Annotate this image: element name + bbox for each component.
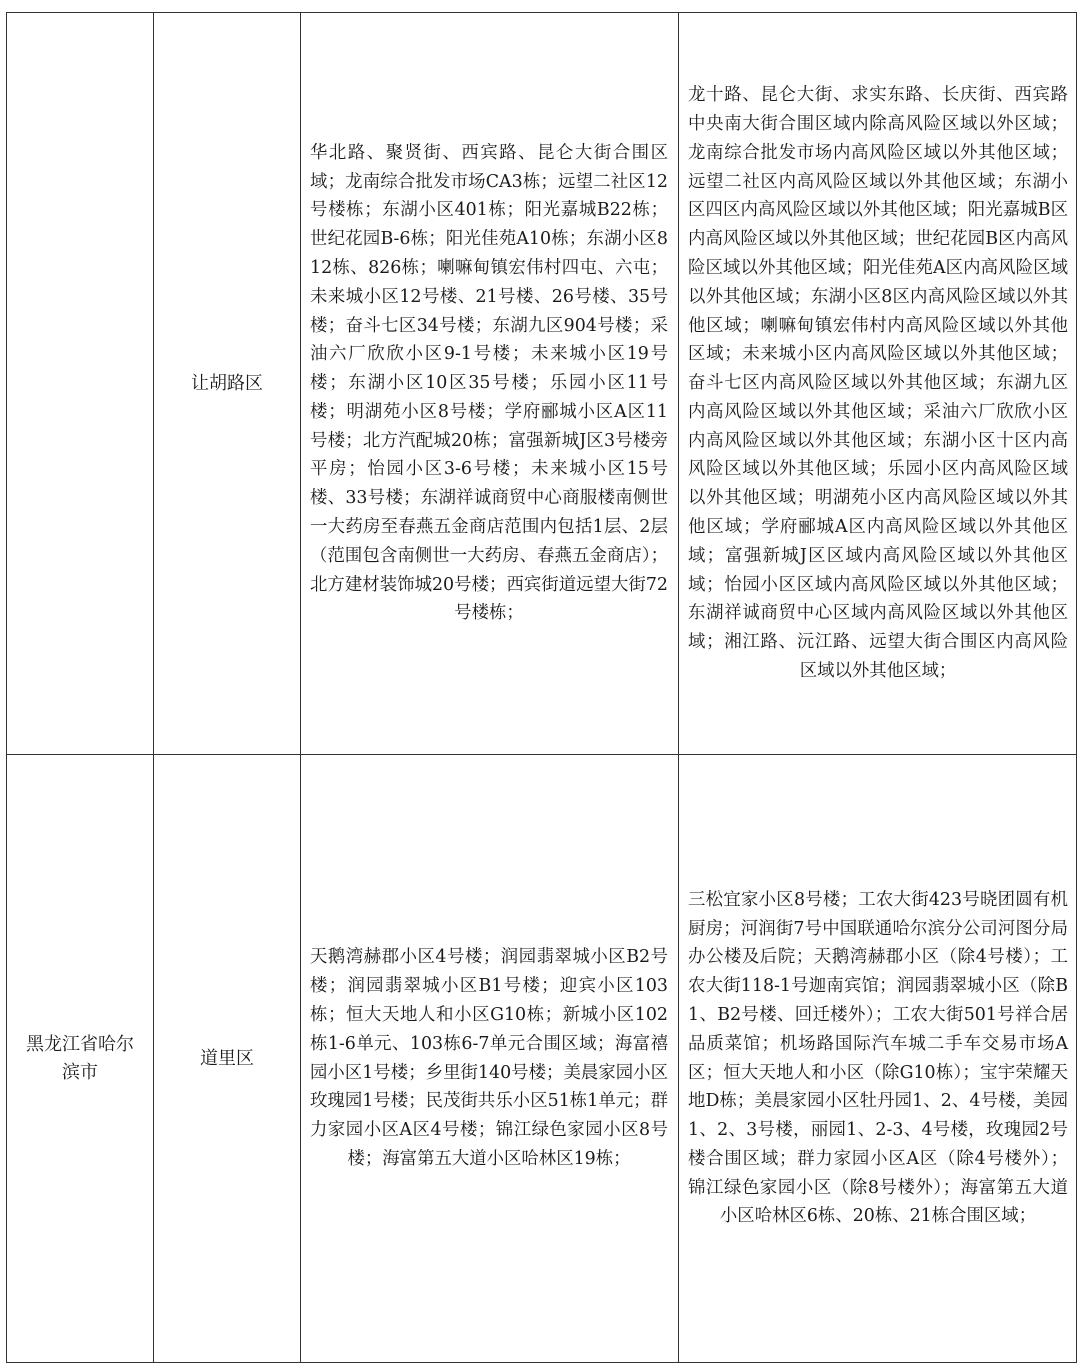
medium-risk-areas-text: 龙十路、昆仑大街、求实东路、长庆街、西宾路中央南大街合围区域内除高风险区域以外区域；龙南综合批发市场内高风险区域以外其他区域；远望二社区内高风险区域以外其他区域；东湖小区四区内高风险区域以外其他区域；阳光嘉城B区内高风险区域以外其他区域；世纪花园B区内高风险区域以外其他区域；阳光佳苑A区内高风险区域以外其他区域；东湖小区8区内高风险区域以外其他区域；喇嘛甸镇宏伟村内高风险区域以外其他区域；未来城小区内高风险区域以外其他区域；奋斗七区内高风险区域以外其他区域；东湖九区内高风险区域以外其他区域；采油六厂欣欣小区内高风险区域以外其他区域；东湖小区十区内高风险区域以外其他区域；乐园小区内高风险区域以外其他区域；明湖苑小区内高风险区域以外其他区域；学府郦城A区内高风险区域以外其他区域；富强新城J区区域内高风险区域以外其他区域；怡园小区区域内高风险区域以外其他区域；东湖祥诚商贸中心区域内高风险区域以外其他区域；湘江路、沅江路、远望大街合围区内高风险区域以外其他区域； (688, 85, 1068, 682)
province-city-cell (7, 755, 154, 1363)
high-risk-cell (301, 755, 679, 1363)
table-row (7, 755, 1077, 1363)
high-risk-cell (301, 13, 679, 755)
high-risk-areas-text: 天鹅湾赫郡小区4号楼；润园翡翠城小区B2号楼；润园翡翠城小区B1号楼；迎宾小区103栋；恒大天地人和小区G10栋；新城小区102栋1-6单元、103栋6-7单元合围区域；海富禧园小区1号楼；乡里街140号楼；美晨家园小区玫瑰园1号楼；民茂街共乐小区51栋1单元；群力家园小区A区4号楼；锦江绿色家园小区8号楼；海富第五大道小区哈林区19栋； (310, 947, 668, 1169)
medium-risk-areas-text: 三松宜家小区8号楼；工农大街423号晓团圆有机厨房；河润街7号中国联通哈尔滨分公司河图分局办公楼及后院；天鹅湾赫郡小区（除4号楼）；工农大街118-1号迦南宾馆；润园翡翠城小区（除B1、B2号楼、回迁楼外）；工农大街501号祥合居品质菜馆；机场路国际汽车城二手车交易市场A区；恒大天地人和小区（除G10栋）；宝宇荣耀天地D栋；美晨家园小区牡丹园1、2、4号楼，美园1、2、3号楼，丽园1、2-3、4号楼，玫瑰园2号楼合围区域；群力家园小区A区（除4号楼外）；锦江绿色家园小区（除8号楼外）；海富第五大道小区哈林区6栋、20栋、21栋合围区域； (688, 889, 1068, 1227)
medium-risk-cell (679, 755, 1077, 1363)
district-cell (154, 755, 301, 1363)
district-label: 让胡路区 (191, 372, 263, 394)
district-label: 道里区 (200, 1047, 254, 1069)
table-row (7, 13, 1077, 755)
district-cell (154, 13, 301, 755)
province-city-label: 黑龙江省哈尔滨市 (26, 1033, 134, 1083)
medium-risk-cell (679, 13, 1077, 755)
province-city-cell (7, 13, 154, 755)
high-risk-areas-text: 华北路、聚贤街、西宾路、昆仑大街合围区域；龙南综合批发市场CA3栋；远望二社区12号楼栋；东湖小区401栋；阳光嘉城B22栋；世纪花园B-6栋；阳光佳苑A10栋；东湖小区812栋、826栋；喇嘛甸镇宏伟村四屯、六屯；未来城小区12号楼、21号楼、26号楼、35号楼；奋斗七区34号楼；东湖九区904号楼；采油六厂欣欣小区9-1号楼；未来城小区19号楼；东湖小区10区35号楼；乐园小区11号楼；明湖苑小区8号楼；学府郦城小区A区11号楼；北方汽配城20栋；富强新城J区3号楼旁平房；怡园小区3-6号楼；未来城小区15号楼、33号楼；东湖祥诚商贸中心商服楼南侧世一大药房至春燕五金商店范围内包括1层、2层（范围包含南侧世一大药房、春燕五金商店）；北方建材装饰城20号楼；西宾街道远望大街72号楼栋； (310, 142, 668, 624)
risk-area-table (6, 12, 1077, 1363)
